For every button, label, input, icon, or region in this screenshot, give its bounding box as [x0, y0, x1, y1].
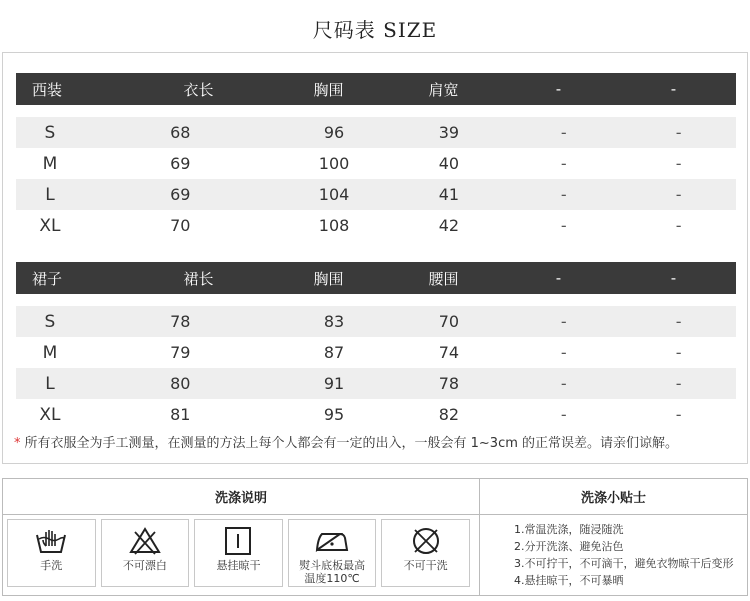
size-cell: XL — [39, 404, 61, 425]
table-cell: 74 — [438, 343, 460, 362]
size-cell: S — [44, 122, 56, 143]
size-cell: M — [42, 153, 58, 174]
page-title — [0, 14, 750, 43]
skirt-size-table — [16, 262, 736, 430]
table-cell: 40 — [438, 154, 460, 173]
table-cell: 39 — [438, 123, 460, 142]
table-cell: 69 — [170, 154, 191, 173]
table-row — [16, 210, 736, 241]
tips-list — [480, 515, 747, 589]
table-cell: - — [675, 374, 682, 393]
tip-item: 3.不可拧干，不可滴干，避免衣物晾干后变形 — [514, 557, 734, 570]
header-cell: 衣长 — [183, 80, 214, 99]
table-row — [16, 399, 736, 430]
table-cell: - — [560, 343, 567, 362]
table-cell: 91 — [323, 374, 345, 393]
table-cell: - — [675, 185, 682, 204]
care-icons — [3, 515, 479, 587]
tip-item: 4.悬挂晾干，不可暴晒 — [514, 574, 624, 587]
care-label-line1: 熨斗底板最高 — [299, 559, 366, 572]
note-text: 所有衣服全为手工测量，在测量的方法上每个人都会有一定的出入，一般会有 1~3cm 的正常误差。请亲们谅解。 — [24, 436, 679, 451]
table-cell: 82 — [438, 405, 460, 424]
size-cell: XL — [39, 215, 61, 236]
care-label — [299, 559, 365, 585]
table-cell: - — [560, 312, 567, 331]
no-bleach-icon — [127, 526, 163, 556]
table-header — [16, 73, 736, 105]
size-cell: M — [42, 342, 58, 363]
size-cell: L — [45, 373, 55, 394]
care-item — [194, 519, 283, 587]
table-cell: - — [560, 374, 567, 393]
table-cell: 78 — [438, 374, 460, 393]
care-item — [101, 519, 190, 587]
header-cell: - — [555, 80, 562, 98]
table-cell: - — [675, 216, 682, 235]
table-cell: - — [560, 154, 567, 173]
table-cell: 83 — [323, 312, 345, 331]
note-star: * — [14, 436, 21, 451]
table-row — [16, 117, 736, 148]
table-cell: 81 — [170, 405, 191, 424]
header-cell: 裙子 — [32, 269, 63, 288]
care-label: 悬挂晾干 — [216, 559, 261, 572]
table-cell: 80 — [170, 374, 191, 393]
table-cell: 96 — [323, 123, 345, 142]
table-row — [16, 306, 736, 337]
tips-title: 洗涤小贴士 — [480, 479, 747, 515]
care-item — [381, 519, 470, 587]
table-row — [16, 179, 736, 210]
table-row — [16, 368, 736, 399]
care-title: 洗涤说明 — [3, 479, 479, 515]
table-cell: - — [560, 185, 567, 204]
table-cell: - — [560, 405, 567, 424]
table-cell: 108 — [318, 216, 350, 235]
care-item — [7, 519, 96, 587]
table-row — [16, 337, 736, 368]
header-cell: 腰围 — [428, 269, 459, 288]
hang-dry-icon — [220, 526, 256, 556]
table-cell: 68 — [170, 123, 191, 142]
header-cell: - — [670, 269, 677, 287]
table-cell: 41 — [438, 185, 460, 204]
table-row — [16, 148, 736, 179]
table-cell: 78 — [170, 312, 191, 331]
table-cell: 87 — [323, 343, 345, 362]
care-tips — [480, 479, 747, 595]
iron-icon — [314, 526, 350, 556]
table-cell: 104 — [318, 185, 350, 204]
header-cell: - — [670, 80, 677, 98]
suit-size-table — [16, 73, 736, 241]
table-cell: 100 — [318, 154, 350, 173]
table-cell: - — [675, 154, 682, 173]
size-cell: L — [45, 184, 55, 205]
care-item — [288, 519, 377, 587]
header-cell: 胸围 — [313, 80, 344, 99]
title-cn: 尺码表 — [312, 18, 376, 42]
table-cell: - — [560, 123, 567, 142]
header-cell: - — [555, 269, 562, 287]
table-cell: 70 — [170, 216, 191, 235]
table-cell: - — [675, 312, 682, 331]
table-cell: - — [675, 405, 682, 424]
table-cell: 95 — [323, 405, 345, 424]
hand-wash-icon — [33, 526, 69, 556]
size-cell: S — [44, 311, 56, 332]
header-cell: 裙长 — [183, 269, 214, 288]
table-cell: - — [560, 216, 567, 235]
title-en: SIZE — [383, 18, 438, 42]
care-label: 手洗 — [40, 559, 63, 572]
table-cell: - — [675, 123, 682, 142]
header-cell: 肩宽 — [428, 80, 459, 99]
care-instructions — [3, 479, 480, 595]
no-dry-clean-icon — [408, 526, 444, 556]
header-cell: 胸围 — [313, 269, 344, 288]
care-label: 不可干洗 — [403, 559, 448, 572]
care-panel — [2, 478, 748, 596]
care-label-line2: 温度110℃ — [304, 572, 360, 585]
table-cell: 79 — [170, 343, 191, 362]
tip-item: 1.常温洗涤，随浸随洗 — [514, 523, 624, 536]
table-cell: 42 — [438, 216, 460, 235]
table-cell: 70 — [438, 312, 460, 331]
table-header — [16, 262, 736, 294]
measurement-note — [14, 432, 678, 451]
table-cell: 69 — [170, 185, 191, 204]
header-cell: 西装 — [32, 80, 63, 99]
care-label: 不可漂白 — [122, 559, 167, 572]
tip-item: 2.分开洗涤、避免沾色 — [514, 540, 624, 553]
table-cell: - — [675, 343, 682, 362]
